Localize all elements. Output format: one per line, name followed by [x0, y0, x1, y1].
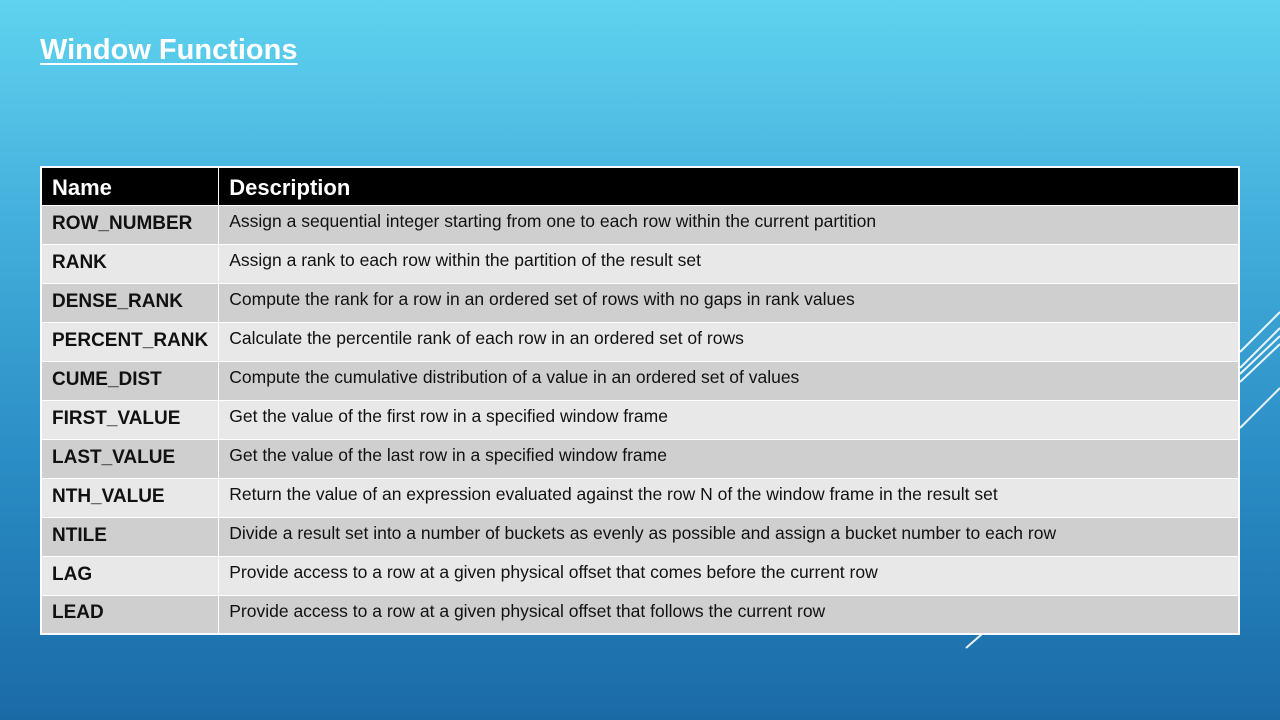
table-row [41, 244, 1239, 283]
function-description: Provide access to a row at a given physical offset that comes before the current row [219, 556, 1239, 595]
function-name: NTH_VALUE [41, 478, 219, 517]
header-description: Description [219, 167, 1239, 205]
function-description: Assign a sequential integer starting from one to each row within the current partition [219, 205, 1239, 244]
function-description: Calculate the percentile rank of each row in an ordered set of rows [219, 322, 1239, 361]
function-name: NTILE [41, 517, 219, 556]
function-name: PERCENT_RANK [41, 322, 219, 361]
function-description: Divide a result set into a number of buckets as evenly as possible and assign a bucket number to each row [219, 517, 1239, 556]
table-row [41, 556, 1239, 595]
function-name: LAST_VALUE [41, 439, 219, 478]
table-row [41, 517, 1239, 556]
function-name: LAG [41, 556, 219, 595]
table-header-row [41, 167, 1239, 205]
slide-title: Window Functions [40, 34, 298, 66]
function-description: Assign a rank to each row within the partition of the result set [219, 244, 1239, 283]
table-row [41, 478, 1239, 517]
function-description: Compute the cumulative distribution of a value in an ordered set of values [219, 361, 1239, 400]
table-row [41, 439, 1239, 478]
function-description: Provide access to a row at a given physical offset that follows the current row [219, 595, 1239, 634]
table-row [41, 595, 1239, 634]
function-description: Get the value of the first row in a specified window frame [219, 400, 1239, 439]
window-functions-table [40, 166, 1240, 635]
function-name: FIRST_VALUE [41, 400, 219, 439]
table-row [41, 322, 1239, 361]
function-description: Get the value of the last row in a specified window frame [219, 439, 1239, 478]
function-description: Return the value of an expression evaluated against the row N of the window frame in the result set [219, 478, 1239, 517]
function-name: LEAD [41, 595, 219, 634]
table-row [41, 400, 1239, 439]
table-row [41, 283, 1239, 322]
table-row [41, 361, 1239, 400]
function-description: Compute the rank for a row in an ordered set of rows with no gaps in rank values [219, 283, 1239, 322]
table-row [41, 205, 1239, 244]
header-name: Name [41, 167, 219, 205]
function-name: ROW_NUMBER [41, 205, 219, 244]
function-name: CUME_DIST [41, 361, 219, 400]
function-name: DENSE_RANK [41, 283, 219, 322]
function-name: RANK [41, 244, 219, 283]
